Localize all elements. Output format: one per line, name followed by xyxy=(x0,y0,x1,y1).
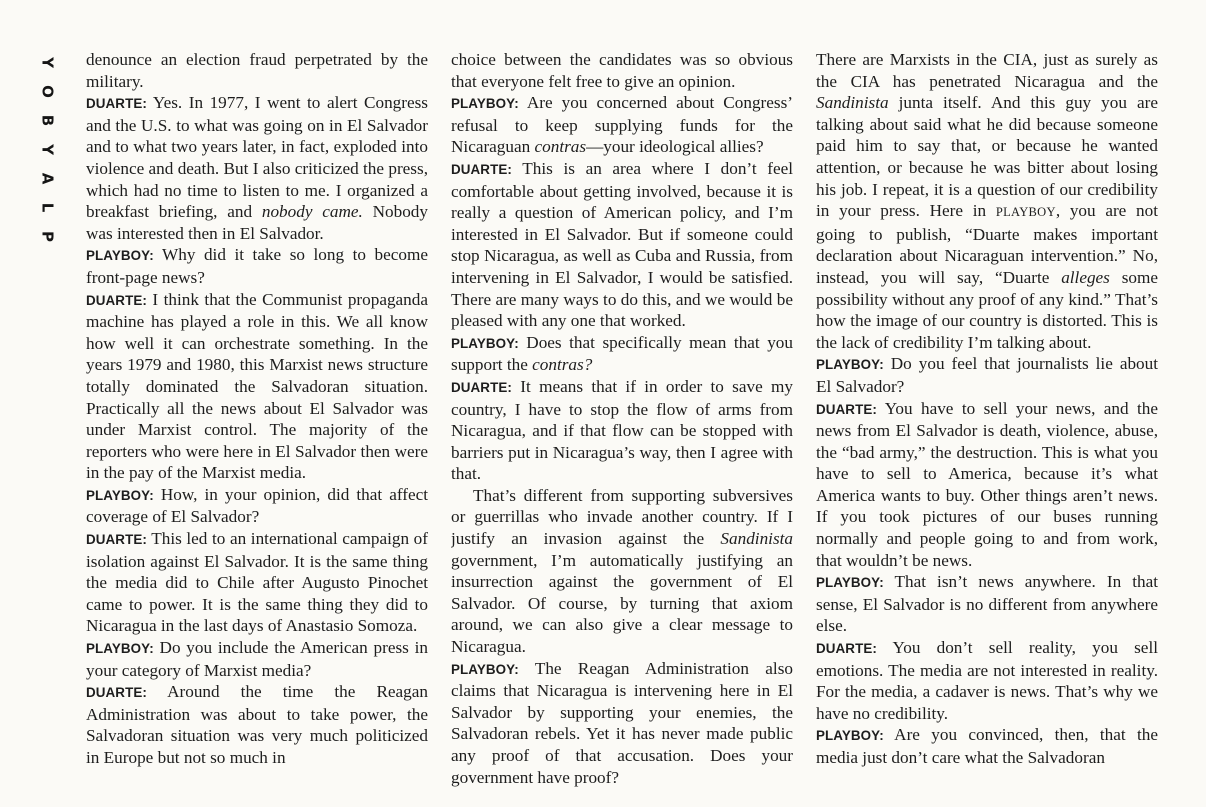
paragraph: That’s different from supporting subversives or guerrillas who invade another country. If I justify an invasion against the Sandinista government, I’m automatically justifying an insurrection against the government of El Salvador. Of course, by turning that axiom around, we can also give a clear message to Nicaragua. xyxy=(451,485,793,657)
speaker-label: DUARTE: xyxy=(86,292,147,308)
speaker-label: PLAYBOY: xyxy=(86,487,154,503)
masthead-letter: Y xyxy=(38,144,57,155)
answer: DUARTE: Yes. In 1977, I went to alert Congress and the U.S. to what was going on in El Salvador and to what two years later, in fact, exploded into violence and death. But I also criticized the press, which had no time to listen to me. I organized a breakfast briefing, and nobody came. Nobody was interested then in El Salvador. xyxy=(86,93,428,243)
text-column-2 xyxy=(451,49,793,807)
answer: DUARTE: It means that if in order to save my country, I have to stop the flow of arms from Nicaragua, and if that flow can be stopped with barriers put in Nicaragua’s way, then I agree with that. xyxy=(451,376,793,484)
paragraph: There are Marxists in the CIA, just as surely as the CIA has penetrated Nicaragua and the Sandinista junta itself. And this guy you are talking about said what he did because someone paid him to say that, or because he wanted attention, or because he was bitter about losing his job. I repeat, it is a question of our credibility in your press. Here in PLAYBOY, you are not going to publish, “Duarte makes important declaration about Nicaraguan intervention.” No, instead, you will say, “Duarte alleges some possibility without any proof of any kind.” That’s how the image of our country is distorted. This is the lack of credibility I’m talking about. xyxy=(816,50,1158,352)
answer: DUARTE: This is an area where I don’t feel comfortable about getting involved, because it is really a question of American policy, and I’m interested in El Salvador. But if someone could stop Nicaragua, as well as Cuba and Russia, from intervening in El Salvador, I would be satisfied. There are many ways to do this, and we would be pleased with any one that worked. xyxy=(451,158,793,331)
question: PLAYBOY: Are you concerned about Congress’ refusal to keep supplying funds for the Nicaraguan contras—your ideological allies? xyxy=(451,93,793,157)
question: PLAYBOY: How, in your opinion, did that affect coverage of El Salvador? xyxy=(86,484,428,527)
answer: DUARTE: You have to sell your news, and the news from El Salvador is death, violence, abuse, the “bad army,” the destruction. This is what you have to sell to America, because it’s what America wants to buy. Other things aren’t news. If you took pictures of our buses running normally and people going to and from work, that wouldn’t be news. xyxy=(816,398,1158,570)
question: PLAYBOY: Why did it take so long to become front-page news? xyxy=(86,245,428,287)
vertical-masthead xyxy=(36,48,58,251)
question: PLAYBOY: Does that specifically mean that you support the contras? xyxy=(451,332,793,375)
masthead-letter: O xyxy=(38,85,57,98)
answer: DUARTE: I think that the Communist propaganda machine has played a role in this. We all know how well it can orchestrate something. In the years 1979 and 1980, this Marxist news structure totally dominated the Salvadoran situation. Practically all the news about El Salvador was under Marxist control. The majority of the reporters who were here in El Salvador then were in the pay of the Marxist media. xyxy=(86,289,428,483)
speaker-label: PLAYBOY: xyxy=(816,575,884,591)
answer: DUARTE: Around the time the Reagan Administration was about to take power, the Salvadoran situation was very much politicized in Europe but not so much in xyxy=(86,682,428,767)
speaker-label: DUARTE: xyxy=(451,161,512,177)
speaker-label: PLAYBOY: xyxy=(816,728,884,744)
question: PLAYBOY: That isn’t news anywhere. In that sense, El Salvador is no different from anywhere else. xyxy=(816,572,1158,636)
answer: DUARTE: This led to an international campaign of isolation against El Salvador. It is the same thing the media did to Chile after Augusto Pinochet came to power. It is the same thing they did to Nicaragua in the last days of Anastasio Somoza. xyxy=(86,529,428,636)
speaker-label: DUARTE: xyxy=(86,685,147,701)
speaker-label: PLAYBOY: xyxy=(86,641,154,657)
question: PLAYBOY: The Reagan Administration also claims that Nicaragua is intervening here in El Salvador by supporting your enemies, the Salvadoran rebels. Yet it has never made public any proof of that accusation. Does your government have proof? xyxy=(451,658,793,787)
speaker-label: PLAYBOY: xyxy=(451,96,519,112)
text-column-1 xyxy=(86,49,428,807)
speaker-label: DUARTE: xyxy=(816,641,877,657)
speaker-label: PLAYBOY: xyxy=(816,357,884,373)
masthead-letter: Y xyxy=(38,57,57,68)
masthead-letter: B xyxy=(38,114,57,127)
question: PLAYBOY: Do you feel that journalists lie about El Salvador? xyxy=(816,354,1158,396)
speaker-label: DUARTE: xyxy=(86,96,147,112)
speaker-label: DUARTE: xyxy=(816,401,877,417)
answer: DUARTE: You don’t sell reality, you sell emotions. The media are not interested in reality. For the media, a cadaver is news. That’s why we have no credibility. xyxy=(816,638,1158,723)
speaker-label: PLAYBOY: xyxy=(86,248,154,264)
question: PLAYBOY: Do you include the American press in your category of Marxist media? xyxy=(86,638,428,680)
question: PLAYBOY: Are you convinced, then, that the media just don’t care what the Salvadoran xyxy=(816,725,1158,767)
paragraph: choice between the candidates was so obvious that everyone felt free to give an opinion. xyxy=(451,50,793,91)
speaker-label: PLAYBOY: xyxy=(451,335,519,351)
speaker-label: PLAYBOY: xyxy=(451,661,519,677)
paragraph: denounce an election fraud perpetrated by the military. xyxy=(86,50,428,91)
masthead-letter: P xyxy=(38,231,57,242)
masthead-letter: A xyxy=(38,172,57,185)
speaker-label: DUARTE: xyxy=(86,532,147,548)
text-column-3 xyxy=(816,49,1158,807)
masthead-letter: L xyxy=(38,202,57,213)
speaker-label: DUARTE: xyxy=(451,379,512,395)
